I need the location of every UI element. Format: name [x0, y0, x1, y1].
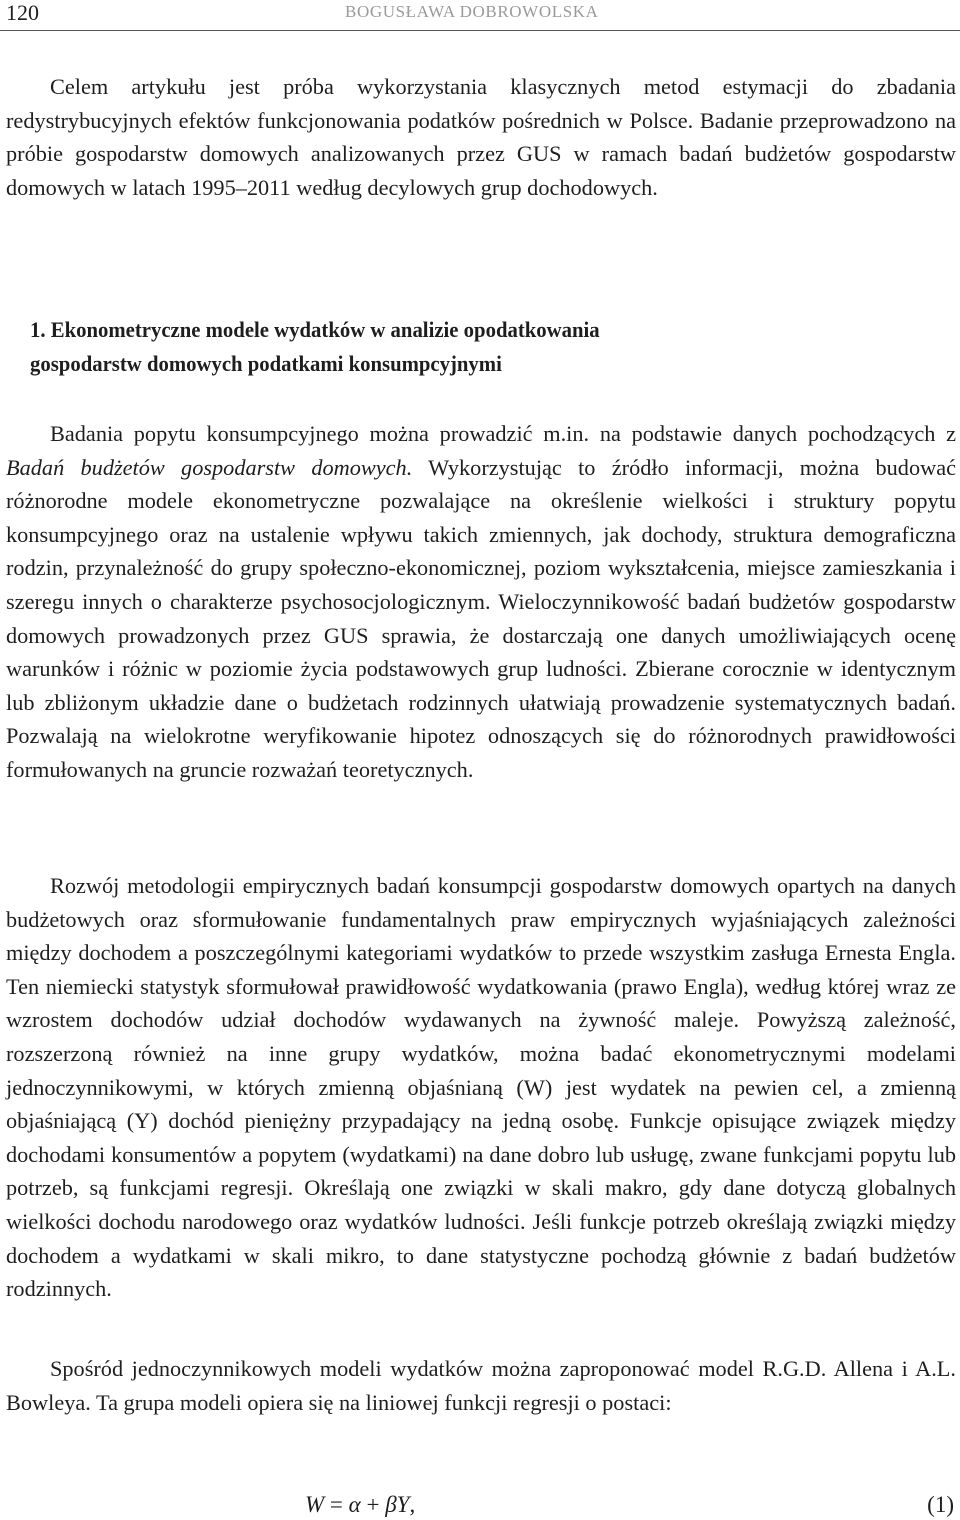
header-rule: [0, 30, 960, 31]
paragraph-1-start: Badania popytu konsumpcyjnego można prowadzić m.in. na podstawie danych pochodzących z: [50, 421, 956, 446]
paragraph-1-italic-title: Badań budżetów gospodarstw domowych.: [6, 454, 413, 480]
formula-beta-y: βY: [385, 1492, 410, 1517]
page-header: [0, 0, 960, 30]
formula-plus: +: [360, 1492, 386, 1517]
formula-number: (1): [927, 1492, 954, 1517]
formula-lhs: W: [305, 1492, 325, 1517]
paragraph-2: Rozwój metodologii empirycznych badań konsumpcji gospodarstw domowych opartych na danych budżetowych oraz sformułowanie fundamentalnych praw empirycznych wyjaśniających zależności między dochodem a poszczególnymi kategoriami wydatków to przede wszystkim zasługa Ernesta Engla. Ten niemiecki statystyk sformułował prawidłowość wydatkowania (prawo Engla), według której wraz ze wzrostem dochodów udział dochodów wydawanych na żywność maleje. Powyższą zależność, rozszerzoną również na inne grupy wydatków, można badać ekonometrycznymi modelami jednoczynnikowymi, w których zmienną objaśnianą (W) jest wydatek na pewien cel, a zmienną objaśniającą (Y) dochód pieniężny przypadający na jedną osobę. Funkcje opisujące związek między dochodami konsumentów a popytem (wydatkami) na dane dobro lub usługę, zwane funkcjami popytu lub potrzeb, są funkcjami regresji. Określają one związki w skali makro, gdy dane dotyczą globalnych wielkości dochodu narodowego oraz wydatków ludności. Jeśli funkcje potrzeb określają związki między dochodem a wydatkami w skali mikro, to dane statystyczne pochodzą głównie z badań budżetów rodzinnych.: [6, 873, 956, 1302]
paragraph-1-rest: Wykorzystując to źródło informacji, można budować różnorodne modele ekonometryczne pozwalające na określenie wielkości i struktury popytu konsumpcyjnego oraz na ustalenie wpływu takich zmiennych, jak dochody, struktura demograficzna rodzin, przynależność do grupy społeczno-ekonomicznej, poziom wykształcenia, miejsce zamieszkania i szeregu innych o charakterze psychosocjologicznym. Wieloczynnikowość badań budżetów gospodarstw domowych prowadzonych przez GUS sprawia, że dostarczają one danych umożliwiających ocenę warunków i różnic w poziomie życia podstawowych grup ludności. Zbierane corocznie w identycznym lub zbliżonym układzie dane o budżetach rodzinnych ułatwiają prowadzenie systematycznych badań. Pozwalają na wielokrotne weryfikowanie hipotez odnoszących się do różnorodnych prawidłowości formułowanych na gruncie rozważań teoretycznych.: [6, 454, 956, 782]
formula-equals: =: [324, 1492, 349, 1517]
paragraph-1: [6, 417, 956, 787]
section-heading-line-2: gospodarstw domowych podatkami konsumpcyjnymi: [30, 350, 502, 376]
page-number: 120: [6, 0, 39, 25]
section-heading-line-1: 1. Ekonometryczne modele wydatków w analizie opodatkowania: [30, 317, 600, 342]
regression-formula: [305, 1490, 415, 1520]
formula-comma: ,: [409, 1492, 416, 1517]
running-head: BOGUSŁAWA DOBROWOLSKA: [345, 2, 599, 21]
intro-paragraph: Celem artykułu jest próba wykorzystania klasycznych metod estymacji do zbadania redystrybucyjnych efektów funkcjonowania podatków pośrednich w Polsce. Badanie przeprowadzono na próbie gospodarstw domowych analizowanych przez GUS w ramach badań budżetów gospodarstw domowych w latach 1995–2011 według decylowych grup dochodowych.: [6, 74, 956, 200]
formula-alpha: α: [348, 1492, 361, 1517]
paragraph-3: Spośród jednoczynnikowych modeli wydatków można zaproponować model R.G.D. Allena i A.L. Bowleya. Ta grupa modeli opiera się na liniowej funkcji regresji o postaci:: [6, 1356, 956, 1415]
section-heading: [30, 313, 867, 380]
